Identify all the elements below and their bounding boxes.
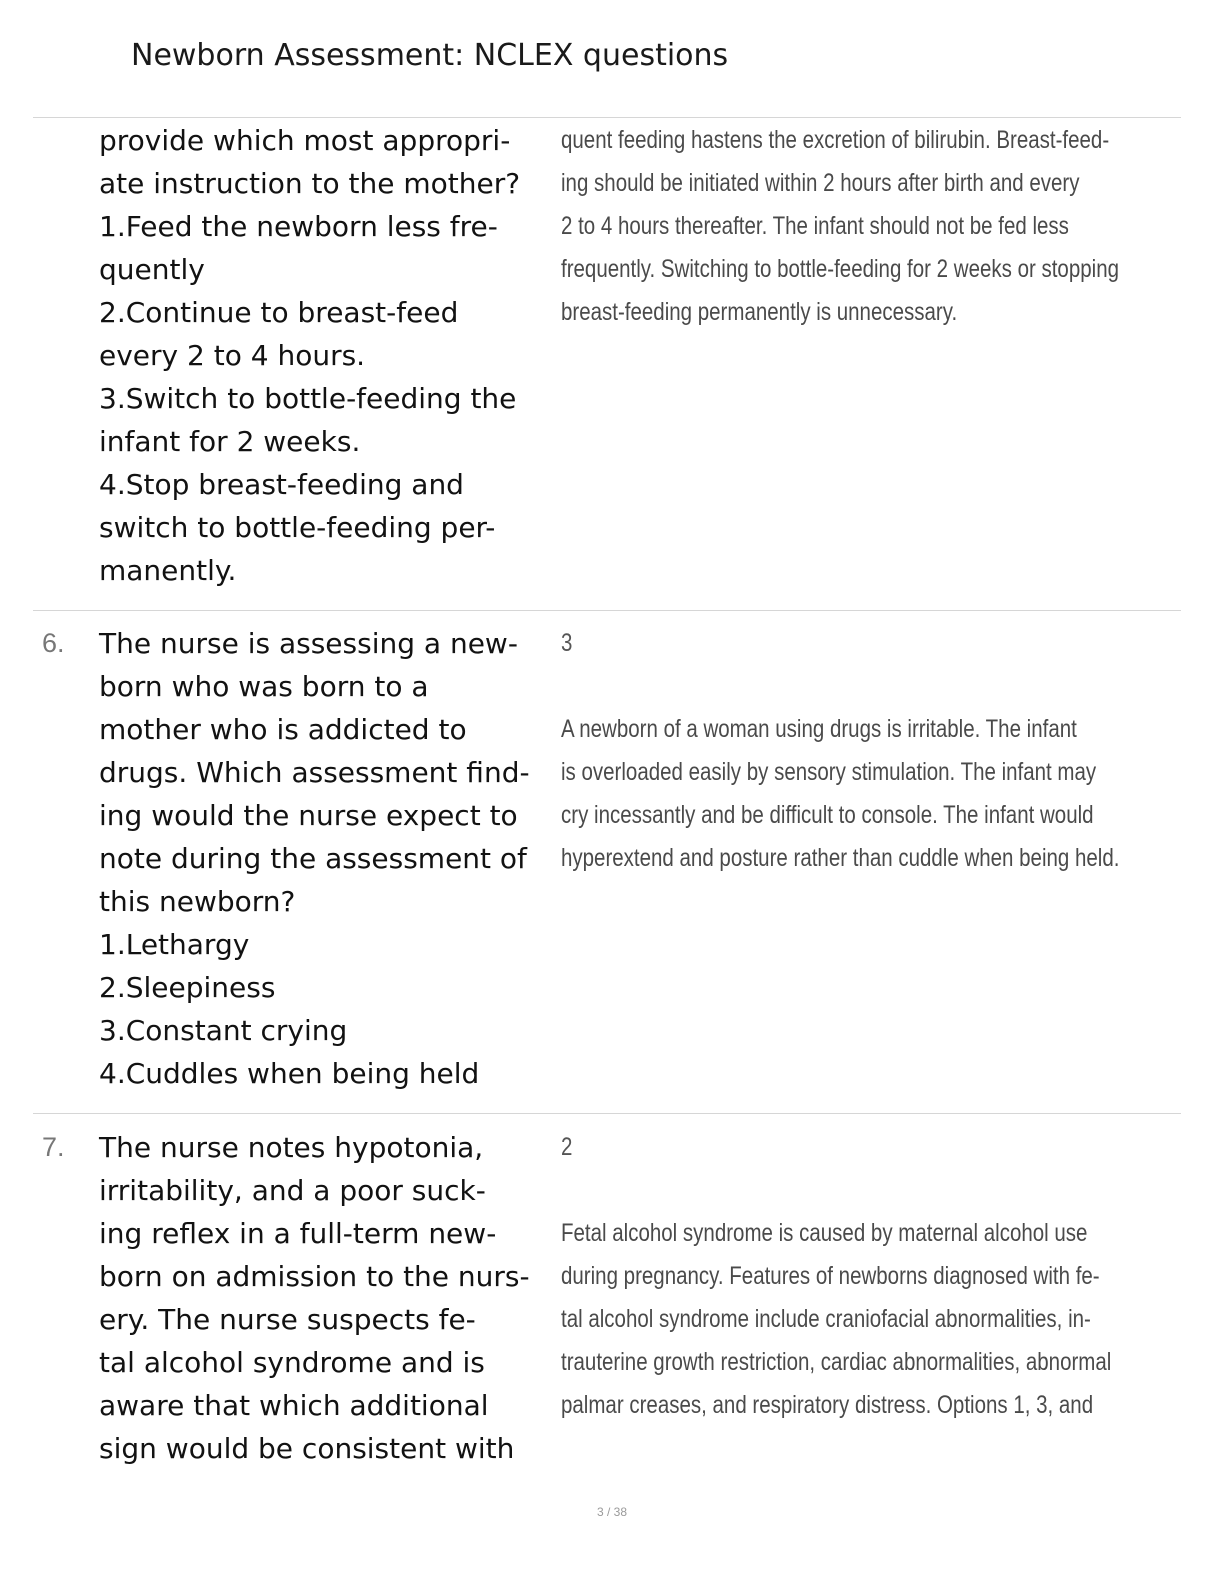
rationale-line: cry incessantly and be difficult to console. The infant would bbox=[561, 801, 1094, 829]
answer-rationale bbox=[561, 622, 1166, 880]
rationale-line: trauterine growth restriction, cardiac abnormalities, abnormal bbox=[561, 1348, 1112, 1376]
option-line: manently. bbox=[99, 554, 237, 587]
option-line: 3.Constant crying bbox=[99, 1014, 348, 1047]
question-line: sign would be consistent with bbox=[99, 1432, 515, 1465]
option-line: every 2 to 4 hours. bbox=[99, 339, 366, 372]
question-line: note during the assessment of bbox=[99, 842, 527, 875]
option-line: infant for 2 weeks. bbox=[99, 425, 361, 458]
question-text bbox=[99, 622, 561, 1095]
divider bbox=[33, 1113, 1181, 1114]
answer-rationale bbox=[561, 1126, 1166, 1427]
question-text bbox=[99, 1126, 561, 1470]
question-line: ing would the nurse expect to bbox=[99, 799, 518, 832]
question-number: 7. bbox=[42, 1132, 65, 1162]
rationale-line: during pregnancy. Features of newborns diagnosed with fe- bbox=[561, 1262, 1100, 1290]
question-line: ery. The nurse suspects fe- bbox=[99, 1303, 476, 1336]
answer-key: 2 bbox=[561, 1133, 573, 1161]
rationale-line: quent feeding hastens the excretion of bilirubin. Breast-feed- bbox=[561, 126, 1110, 154]
page-indicator: 3 / 38 bbox=[596, 1505, 628, 1519]
rationale-line: is overloaded easily by sensory stimulation. The infant may bbox=[561, 758, 1097, 786]
question-line: drugs. Which assessment find- bbox=[99, 756, 530, 789]
question-line: this newborn? bbox=[99, 885, 296, 918]
question-line: born who was born to a bbox=[99, 670, 429, 703]
rationale-line: palmar creases, and respiratory distress. Options 1, 3, and bbox=[561, 1391, 1094, 1419]
answer-key: 3 bbox=[561, 629, 573, 657]
option-line: 4.Cuddles when being held bbox=[99, 1057, 480, 1090]
rationale-line: ing should be initiated within 2 hours after birth and every bbox=[561, 169, 1080, 197]
flashcard-6[interactable] bbox=[33, 622, 1181, 1102]
question-line: mother who is addicted to bbox=[99, 713, 467, 746]
option-line: 2.Continue to breast-feed bbox=[99, 296, 459, 329]
flashcard-7[interactable] bbox=[33, 1126, 1181, 1486]
question-line: ing reflex in a full-term new- bbox=[99, 1217, 497, 1250]
divider bbox=[33, 117, 1181, 118]
option-line: 3.Switch to bottle-feeding the bbox=[99, 382, 517, 415]
question-line: irritability, and a poor suck- bbox=[99, 1174, 486, 1207]
question-line: provide which most appropri- bbox=[99, 124, 511, 157]
rationale-line: hyperextend and posture rather than cuddle when being held. bbox=[561, 844, 1120, 872]
question-number: 6. bbox=[42, 628, 65, 658]
rationale-line: breast-feeding permanently is unnecessary. bbox=[561, 298, 958, 326]
question-line: ate instruction to the mother? bbox=[99, 167, 521, 200]
question-text bbox=[99, 119, 561, 592]
option-line: 4.Stop breast-feeding and bbox=[99, 468, 464, 501]
question-line: The nurse is assessing a new- bbox=[99, 627, 518, 660]
question-line: tal alcohol syndrome and is bbox=[99, 1346, 485, 1379]
rationale-line: 2 to 4 hours thereafter. The infant should not be fed less bbox=[561, 212, 1069, 240]
rationale-line: frequently. Switching to bottle-feeding for 2 weeks or stopping bbox=[561, 255, 1119, 283]
page-title: Newborn Assessment: NCLEX questions bbox=[131, 38, 729, 73]
option-line: 1.Feed the newborn less fre- bbox=[99, 210, 498, 243]
answer-rationale bbox=[561, 119, 1166, 334]
question-line: The nurse notes hypotonia, bbox=[99, 1131, 484, 1164]
question-line: born on admission to the nurs- bbox=[99, 1260, 530, 1293]
rationale-line: A newborn of a woman using drugs is irritable. The infant bbox=[561, 715, 1077, 743]
option-line: switch to bottle-feeding per- bbox=[99, 511, 496, 544]
divider bbox=[33, 610, 1181, 611]
rationale-line: Fetal alcohol syndrome is caused by maternal alcohol use bbox=[561, 1219, 1088, 1247]
question-line: aware that which additional bbox=[99, 1389, 489, 1422]
option-line: quently bbox=[99, 253, 205, 286]
option-line: 2.Sleepiness bbox=[99, 971, 276, 1004]
rationale-line: tal alcohol syndrome include craniofacial abnormalities, in- bbox=[561, 1305, 1091, 1333]
flashcard-5-continued[interactable] bbox=[33, 119, 1181, 609]
option-line: 1.Lethargy bbox=[99, 928, 250, 961]
